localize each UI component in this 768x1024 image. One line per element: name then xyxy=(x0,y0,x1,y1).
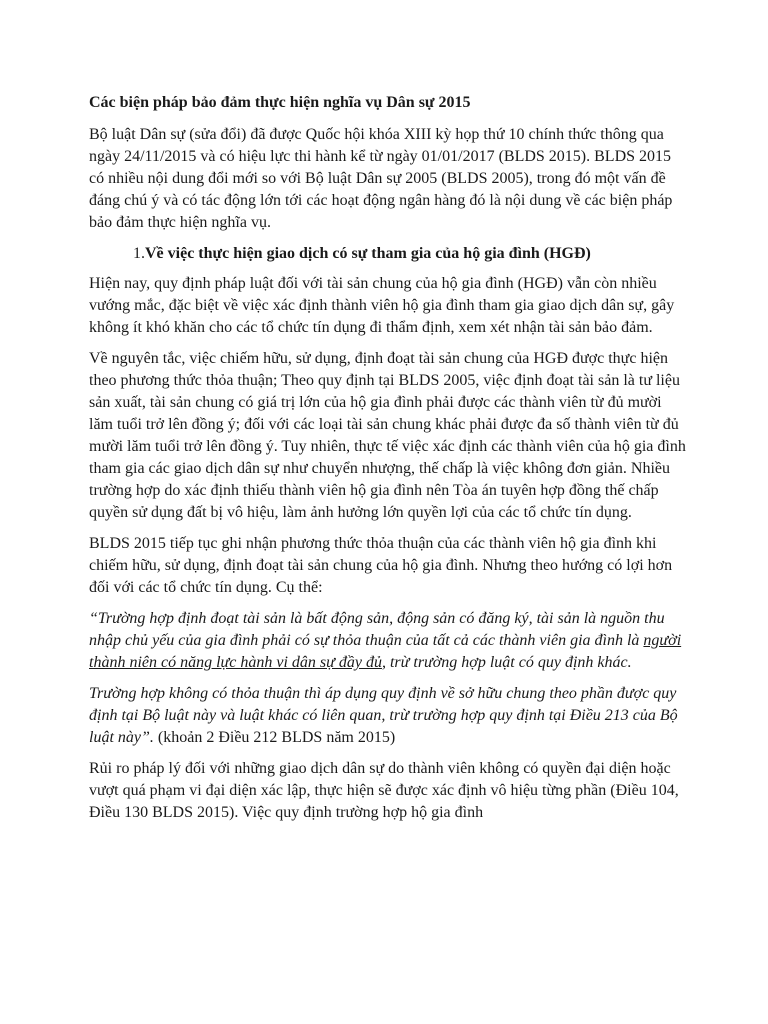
section-heading xyxy=(89,243,689,265)
intro-paragraph: Bộ luật Dân sự (sửa đổi) đã được Quốc hội khóa XIII kỳ họp thứ 10 chính thức thông qua ngày 24/11/2015 và có hiệu lực thi hành kể từ ngày 01/01/2017 (BLDS 2015). BLDS 2015 có nhiều nội dung đổi mới so với Bộ luật Dân sự 2005 (BLDS 2005), trong đó một vấn đề đáng chú ý và có tác động lớn tới các hoạt động ngân hàng đó là nội dung về các biện pháp bảo đảm thực hiện nghĩa vụ. xyxy=(89,126,673,231)
section-title: Về việc thực hiện giao dịch có sự tham gia của hộ gia đình (HGĐ) xyxy=(145,245,591,262)
paragraph-blds-2015: BLDS 2015 tiếp tục ghi nhận phương thức thỏa thuận của các thành viên hộ gia đình khi chiếm hữu, sử dụng, định đoạt tài sản chung của hộ gia đình. Nhưng theo hướng có lợi hơn đối với các tổ chức tín dụng. Cụ thể: xyxy=(89,535,673,596)
document-title: Các biện pháp bảo đảm thực hiện nghĩa vụ Dân sự 2015 xyxy=(89,94,471,111)
quote-paragraph-2 xyxy=(89,683,689,749)
paragraph-household-issues: Hiện nay, quy định pháp luật đối với tài sản chung của hộ gia đình (HGĐ) vẫn còn nhiều vướng mắc, đặc biệt về việc xác định thành viên hộ gia đình tham gia giao dịch dân sự, gây không ít khó khăn cho các tổ chức tín dụng đi thẩm định, xem xét nhận tài sản bảo đảm. xyxy=(89,275,675,336)
legal-citation: (khoản 2 Điều 212 BLDS năm 2015) xyxy=(153,729,396,746)
quote-text: “Trường hợp định đoạt tài sản là bất động sản, động sản có đăng ký, tài sản là nguồn thu nhập chủ yếu của gia đình phải có sự thỏa thuận của tất cả các thành viên gia đình là xyxy=(89,610,665,649)
quote-text-2: Trường hợp không có thỏa thuận thì áp dụng quy định về sở hữu chung theo phần được quy định tại Bộ luật này và luật khác có liên quan, trừ trường hợp quy định tại Điều 213 của Bộ luật này”. xyxy=(89,685,678,746)
quote-text-end: , trừ trường hợp luật có quy định khác. xyxy=(381,654,632,671)
section-number: 1. xyxy=(133,245,145,262)
quote-paragraph-1 xyxy=(89,608,689,674)
document-page xyxy=(89,92,689,833)
paragraph-principles: Về nguyên tắc, việc chiếm hữu, sử dụng, định đoạt tài sản chung của HGĐ được thực hiện theo phương thức thỏa thuận; Theo quy định tại BLDS 2005, việc định đoạt tài sản là tư liệu sản xuất, tài sản chung có giá trị lớn của hộ gia đình phải được các thành viên từ đủ mười lăm tuổi trở lên đồng ý; đối với các loại tài sản chung khác phải được đa số thành viên từ đủ mười lăm tuổi trở lên đồng ý. Tuy nhiên, thực tế việc xác định các thành viên của hộ gia đình tham gia các giao dịch dân sự như chuyển nhượng, thế chấp là việc không đơn giản. Nhiều trường hợp do xác định thiếu thành viên hộ gia đình nên Tòa án tuyên hợp đồng thế chấp quyền sử dụng đất bị vô hiệu, làm ảnh hưởng lớn quyền lợi của các tổ chức tín dụng. xyxy=(89,350,686,521)
underlined-phrase: người thành niên có năng lực hành vi dân sự đầy đủ xyxy=(89,632,682,671)
paragraph-legal-risk: Rủi ro pháp lý đối với những giao dịch dân sự do thành viên không có quyền đại diện hoặc vượt quá phạm vi đại diện xác lập, thực hiện sẽ được xác định vô hiệu từng phần (Điều 104, Điều 130 BLDS 2015). Việc quy định trường hợp hộ gia đình xyxy=(89,760,679,821)
